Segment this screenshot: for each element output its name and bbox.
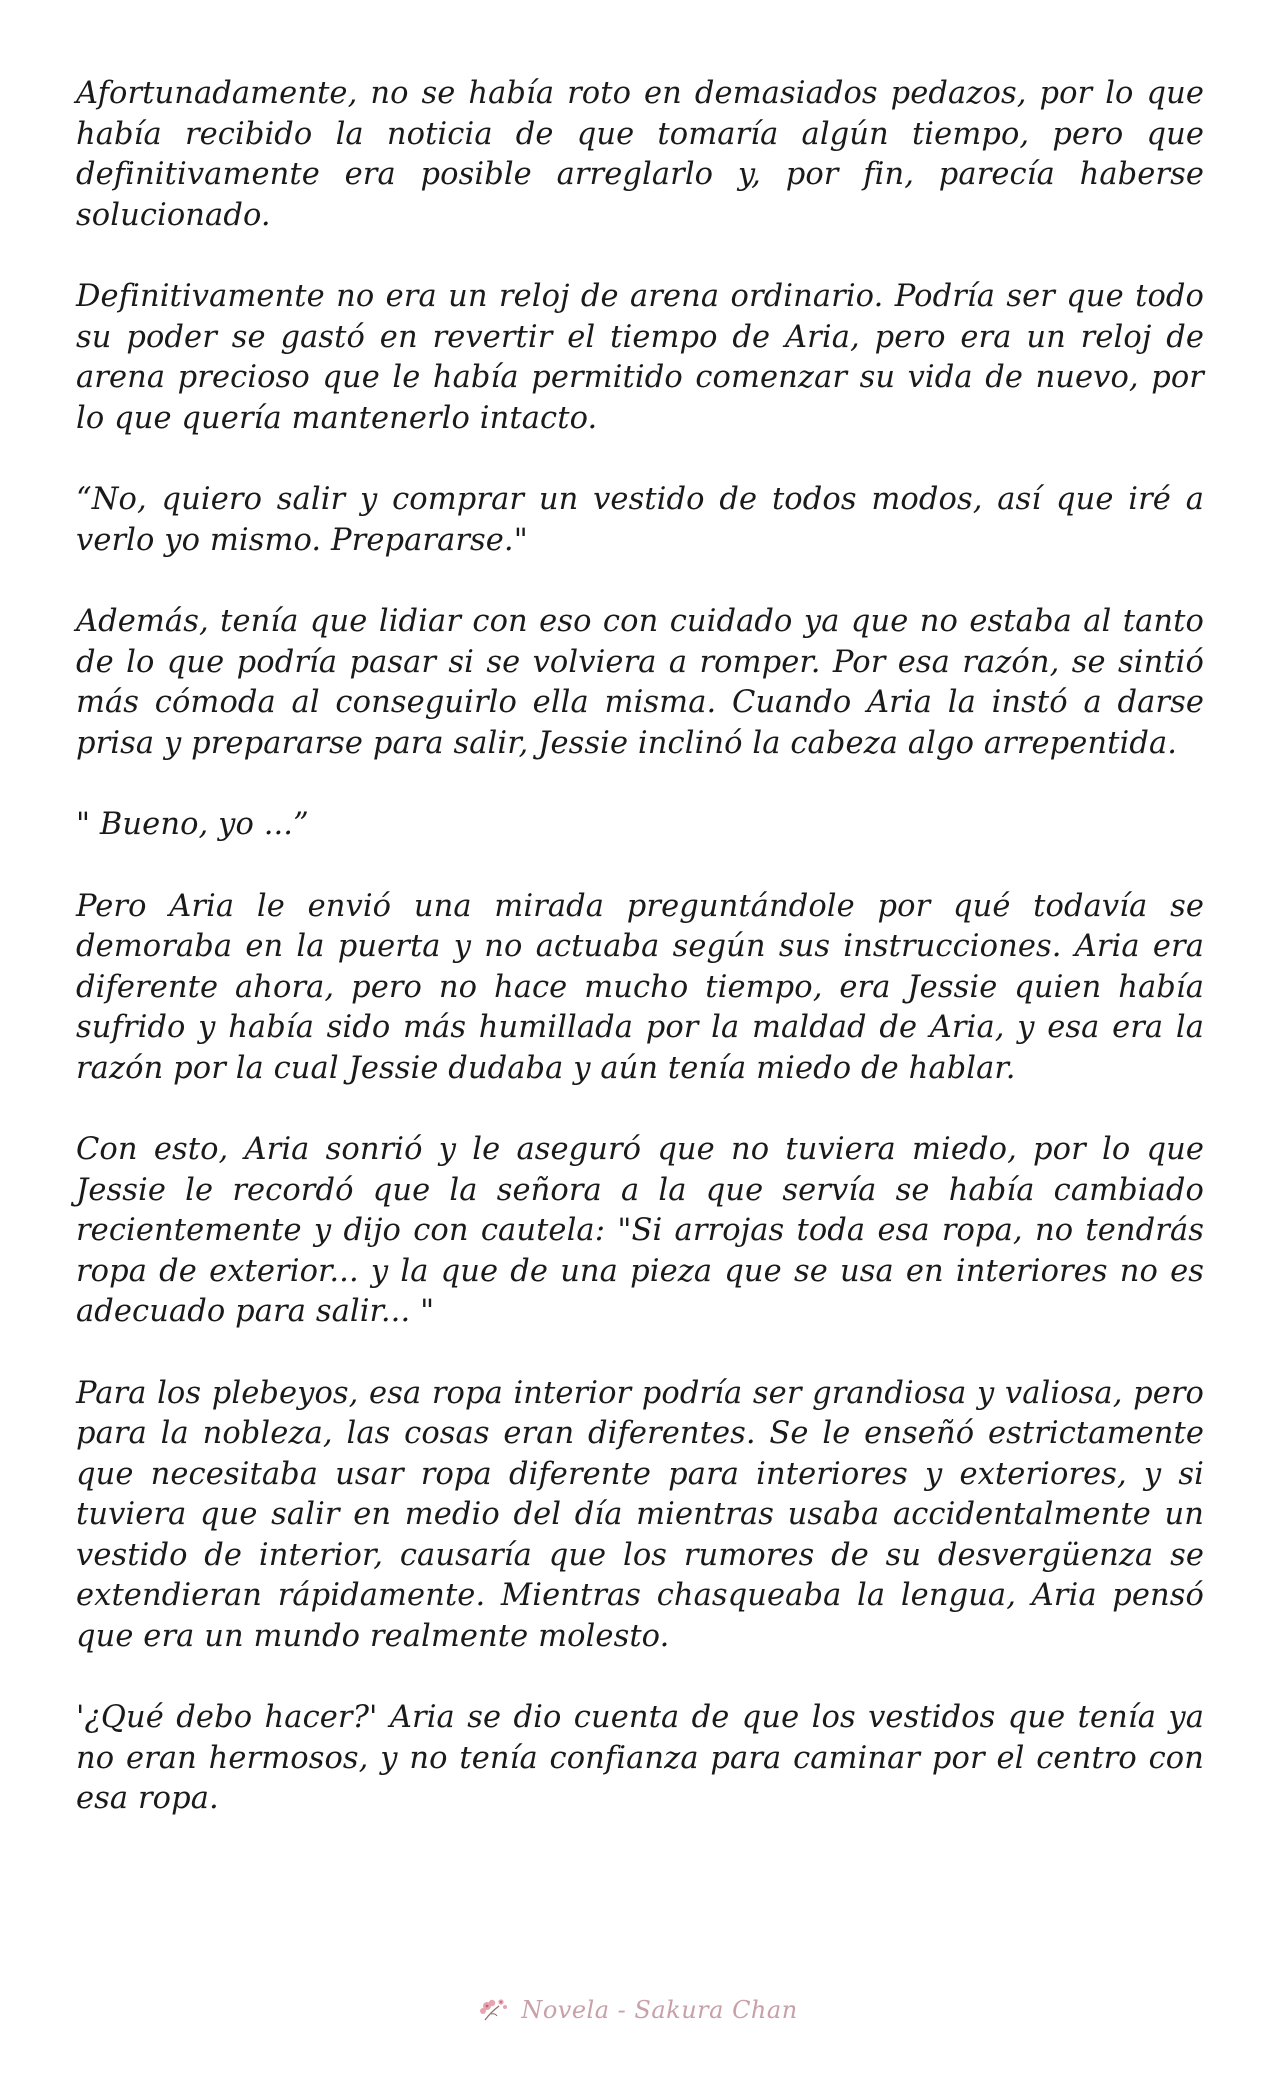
paragraph: Para los plebeyos, esa ropa interior podría ser grandiosa y valiosa, pero para la nobleza, las cosas eran diferentes. Se le enseñó estrictamente que necesitaba usar ropa diferente para interiores y exteriores, y si tuviera que salir en medio del día mientras usaba accidentalmente un vestido de interior, causaría que los rumores de su desvergüenza se extendieran rápidamente. Mientras chasqueaba la lengua, Aria pensó que era un mundo realmente molesto. [76, 1375, 1204, 1654]
paragraph: Afortunadamente, no se había roto en demasiados pedazos, por lo que había recibido la noticia de que tomaría algún tiempo, pero que definitivamente era posible arreglarlo y, por fin, parecía haberse solucionado. [76, 76, 1204, 233]
cherry-blossom-icon [477, 1994, 515, 2026]
paragraph: '¿Qué debo hacer?' Aria se dio cuenta de que los vestidos que tenía ya no eran hermosos, y no tenía confianza para caminar por el centro con esa ropa. [76, 1700, 1204, 1816]
watermark-footer [0, 1990, 1275, 2030]
paragraph: Además, tenía que lidiar con eso con cuidado ya que no estaba al tanto de lo que podría pasar si se volviera a romper. Por esa razón, se sintió más cómoda al conseguirlo ella misma. Cuando Aria la instó a darse prisa y prepararse para salir, Jessie inclinó la cabeza algo arrepentida. [76, 604, 1204, 761]
paragraph: Con esto, Aria sonrió y le aseguró que no tuviera miedo, por lo que Jessie le recordó que la señora a la que servía se había cambiado recientemente y dijo con cautela: "Si arrojas toda esa ropa, no tendrás ropa de exterior... y la que de una pieza que se usa en interiores no es adecuado para salir... " [76, 1132, 1204, 1329]
watermark-text: Novela - Sakura Chan [521, 1996, 798, 2024]
paragraph: Definitivamente no era un reloj de arena ordinario. Podría ser que todo su poder se gastó en revertir el tiempo de Aria, pero era un reloj de arena precioso que le había permitido comenzar su vida de nuevo, por lo que quería mantenerlo intacto. [76, 279, 1204, 436]
document-body [76, 74, 1204, 1861]
paragraph: Pero Aria le envió una mirada preguntándole por qué todavía se demoraba en la puerta y no actuaba según sus instrucciones. Aria era diferente ahora, pero no hace mucho tiempo, era Jessie quien había sufrido y había sido más humillada por la maldad de Aria, y esa era la razón por la cual Jessie dudaba y aún tenía miedo de hablar. [76, 888, 1204, 1086]
paragraph: “No, quiero salir y comprar un vestido de todos modos, así que iré a verlo yo mismo. Prepararse." [76, 482, 1204, 558]
paragraph: " Bueno, yo ...” [76, 807, 309, 842]
